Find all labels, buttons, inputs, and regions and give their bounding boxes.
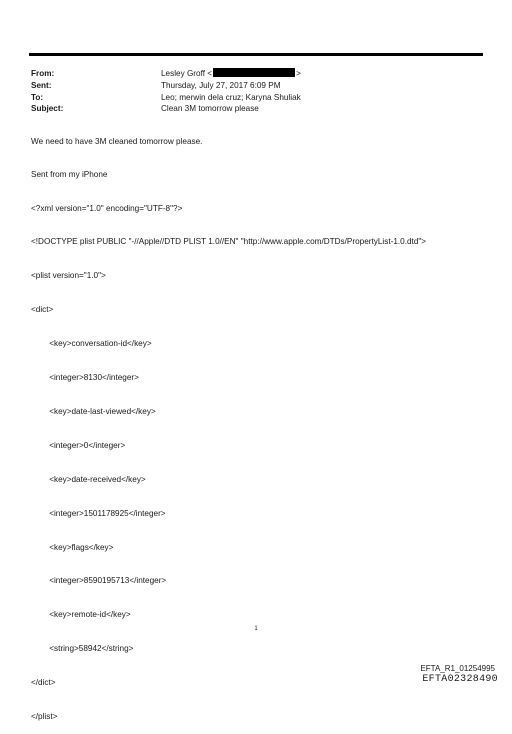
redaction-box xyxy=(213,68,295,77)
xml-block xyxy=(31,180,426,734)
xml-line: <key>conversation-id</key> xyxy=(31,339,152,349)
xml-line: <?xml version="1.0" encoding="UTF-8"?> xyxy=(31,203,183,213)
xml-line: <key>date-received</key> xyxy=(31,474,146,484)
xml-line: <key>flags</key> xyxy=(31,542,114,552)
xml-line: <key>remote-id</key> xyxy=(31,610,131,620)
header-rule xyxy=(29,53,483,56)
page-number: 1 xyxy=(254,626,258,632)
bates-number-1: EFTA_R1_01254995 xyxy=(420,664,495,673)
subject-value: Clean 3M tomorrow please xyxy=(161,104,259,113)
xml-line: <integer>1501178925</integer> xyxy=(31,508,166,518)
from-value xyxy=(161,68,301,80)
sent-value: Thursday, July 27, 2017 6:09 PM xyxy=(161,81,281,90)
xml-line: <integer>8590195713</integer> xyxy=(31,576,167,586)
xml-line: </dict> xyxy=(31,678,56,688)
xml-line: <!DOCTYPE plist PUBLIC "-//Apple//DTD PLIST 1.0//EN" "http://www.apple.com/DTDs/PropertyList-1.0.dtd"> xyxy=(31,237,427,247)
bates-number-2: EFTA02328490 xyxy=(422,674,498,685)
xml-line: <plist version="1.0"> xyxy=(31,271,106,281)
xml-line: <integer>0</integer> xyxy=(31,440,126,450)
xml-line: <dict> xyxy=(31,305,54,315)
xml-line: <integer>8130</integer> xyxy=(31,373,139,383)
from-label: From: xyxy=(31,69,55,78)
sent-label: Sent: xyxy=(31,81,52,90)
to-value: Leo; merwin dela cruz; Karyna Shuliak xyxy=(161,93,301,102)
xml-line: </plist> xyxy=(31,711,58,721)
xml-line: <key>date-last-viewed</key> xyxy=(31,406,156,416)
signature: Sent from my iPhone xyxy=(31,170,108,179)
xml-line: <string>58942</string> xyxy=(31,644,134,654)
from-name: Lesley Groff < xyxy=(161,69,213,78)
to-label: To: xyxy=(31,93,44,102)
from-suffix: > xyxy=(296,69,301,78)
message-body: We need to have 3M cleaned tomorrow please. xyxy=(31,137,203,146)
subject-label: Subject: xyxy=(31,104,64,113)
